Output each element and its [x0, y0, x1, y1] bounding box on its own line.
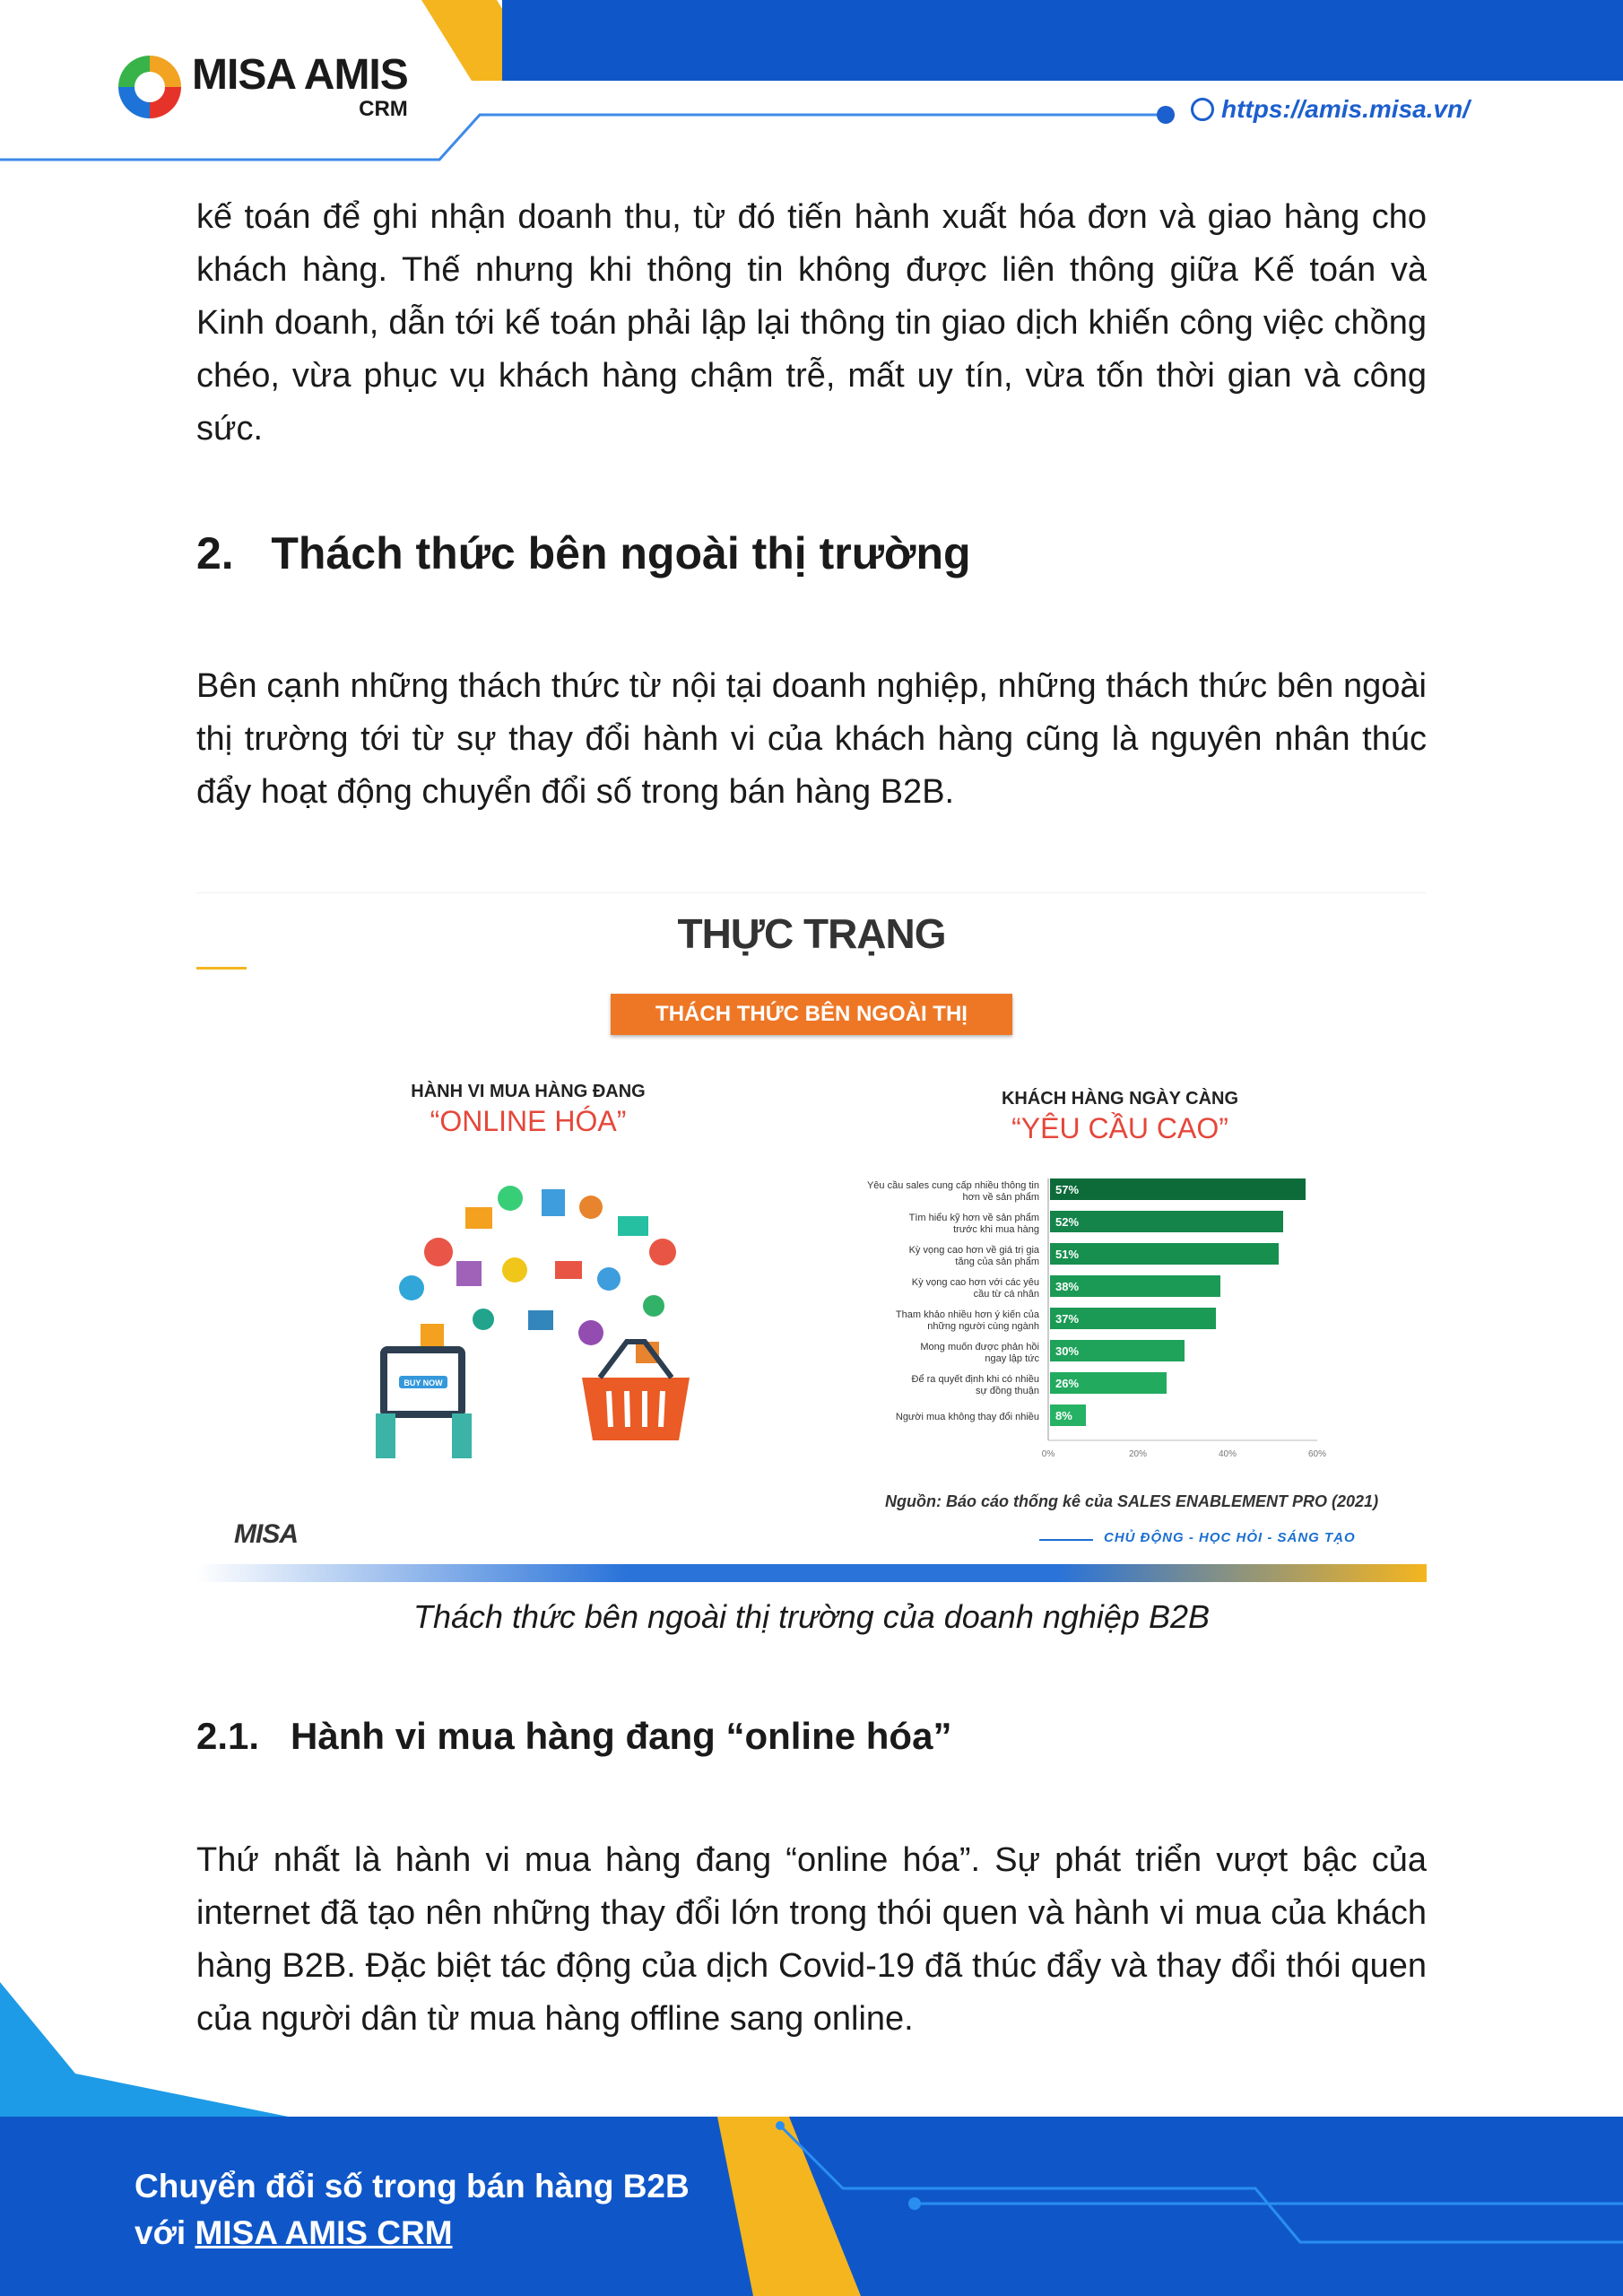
slide-left-heading: HÀNH VI MUA HÀNG ĐANG — [411, 1082, 646, 1101]
chart-category-label: Mong muốn được phản hồi ngay lập tức — [920, 1342, 1039, 1364]
slide-slogan-line — [1039, 1539, 1093, 1541]
chart-value-label: 51% — [1055, 1248, 1080, 1261]
slide-misa-logo: MISA — [234, 1519, 298, 1549]
slide-right-heading: KHÁCH HÀNG NGÀY CÀNG — [1001, 1089, 1239, 1109]
chart-category-label: Yêu cầu sales cung cấp nhiều thông tin hơn về sản phẩm — [866, 1180, 1039, 1203]
slide-banner: THÁCH THỨC BÊN NGOÀI THỊ TRƯỜNG — [611, 994, 1012, 1035]
paragraph-online-behavior: Thứ nhất là hành vi mua hàng đang “online hóa”. Sự phát triển vượt bậc của internet đã tạo nên những thay đổi lớn trong thói quen và hành vi mua của khách hàng B2B. Đặc biệt tác động của dịch Covid-19 đã thúc đẩy và thay đổi thói quen của người dân từ mua hàng offline sang online. — [196, 1841, 1427, 2038]
slide-image — [196, 892, 1427, 1582]
footer-title — [135, 2163, 690, 2257]
chart-value-label: 8% — [1055, 1409, 1072, 1422]
chart-value-label: 30% — [1055, 1344, 1080, 1358]
section-heading-2: 2. Thách thức bên ngoài thị trường — [196, 528, 971, 578]
chart-category-label: Tham khảo nhiều hơn ý kiến của những người cùng ngành — [895, 1309, 1039, 1332]
logo-main-text: MISA AMIS — [192, 51, 408, 99]
customer-expectation-chart — [824, 1171, 1398, 1467]
online-shopping-illustration — [331, 1153, 752, 1467]
slide-slogan: CHỦ ĐỘNG - HỌC HỎI - SÁNG TẠO — [1104, 1530, 1356, 1545]
chart-category-label: Người mua không thay đổi nhiều — [895, 1412, 1039, 1422]
slide-footer-bar — [196, 1564, 1427, 1582]
figure-caption: Thách thức bên ngoài thị trường của doanh nghiệp B2B — [413, 1598, 1210, 1635]
website-link[interactable] — [1191, 95, 1470, 124]
chart-tick-label: 40% — [1218, 1449, 1237, 1459]
chart-category-label: Để ra quyết định khi có nhiều sự đồng thuận — [911, 1374, 1039, 1396]
chart-category-label: Kỳ vọng cao hơn với các yêu cầu từ cá nhân — [911, 1277, 1039, 1300]
tablet-button-text: BUY NOW — [404, 1378, 443, 1387]
chart-tick-label: 60% — [1307, 1449, 1327, 1459]
slide-title: THỰC TRẠNG — [677, 910, 946, 957]
slide-right-quote: “YÊU CẦU CAO” — [1011, 1112, 1228, 1144]
footer-line-2 — [135, 2210, 690, 2257]
paragraph-accounting: kế toán để ghi nhận doanh thu, từ đó tiến hành xuất hóa đơn và giao hàng cho khách hàng. Thế nhưng khi thông tin không được liên thông giữa Kế toán và Kinh doanh, dẫn tới kế toán phải lập lại thông tin giao dịch khiến công việc chồng chéo, vừa phục vụ khách hàng chậm trễ, mất uy tín, vừa tốn thời gian và công sức. — [196, 198, 1427, 448]
footer-line-1: Chuyển đổi số trong bán hàng B2B — [135, 2168, 690, 2205]
chart-bar — [1050, 1178, 1306, 1200]
slide-source: Nguồn: Báo cáo thống kê của SALES ENABLEMENT PRO (2021) — [885, 1492, 1379, 1510]
globe-icon — [1191, 98, 1214, 121]
chart-value-label: 57% — [1055, 1183, 1080, 1196]
paragraph-external-challenges: Bên cạnh những thách thức từ nội tại doanh nghiệp, những thách thức bên ngoài thị trường tới từ sự thay đổi hành vi của khách hàng cũng là nguyên nhân thúc đẩy hoạt động chuyển đổi số trong bán hàng B2B. — [196, 667, 1427, 811]
chart-value-label: 37% — [1055, 1312, 1080, 1326]
header-blue-band — [502, 0, 1623, 81]
chart-category-label: Kỳ vọng cao hơn về giá trị gia tăng của sản phẩm — [908, 1245, 1039, 1267]
slide-left-quote: “ONLINE HÓA” — [430, 1105, 627, 1137]
slide-accent-line — [196, 967, 247, 970]
chart-tick-label: 0% — [1041, 1449, 1055, 1459]
footer-decoration — [717, 2117, 1623, 2296]
footer-line-2-prefix: với — [135, 2214, 195, 2251]
misa-amis-crm-logo[interactable] — [118, 51, 408, 121]
chart-bar — [1050, 1243, 1279, 1265]
logo-sub-text: CRM — [359, 97, 408, 121]
chart-value-label: 52% — [1055, 1215, 1080, 1229]
chart-bar — [1050, 1211, 1283, 1232]
chart-value-label: 26% — [1055, 1377, 1080, 1390]
subsection-heading-2-1: 2.1. Hành vi mua hàng đang “online hóa” — [196, 1715, 952, 1757]
chart-tick-label: 20% — [1128, 1449, 1148, 1459]
footer-crm-link[interactable]: MISA AMIS CRM — [195, 2214, 453, 2251]
website-url: https://amis.misa.vn/ — [1221, 95, 1470, 123]
chart-category-label: Tìm hiểu kỹ hơn về sản phẩm trước khi mua hàng — [908, 1213, 1039, 1235]
misa-logo-icon — [118, 56, 181, 118]
chart-value-label: 38% — [1055, 1280, 1080, 1293]
